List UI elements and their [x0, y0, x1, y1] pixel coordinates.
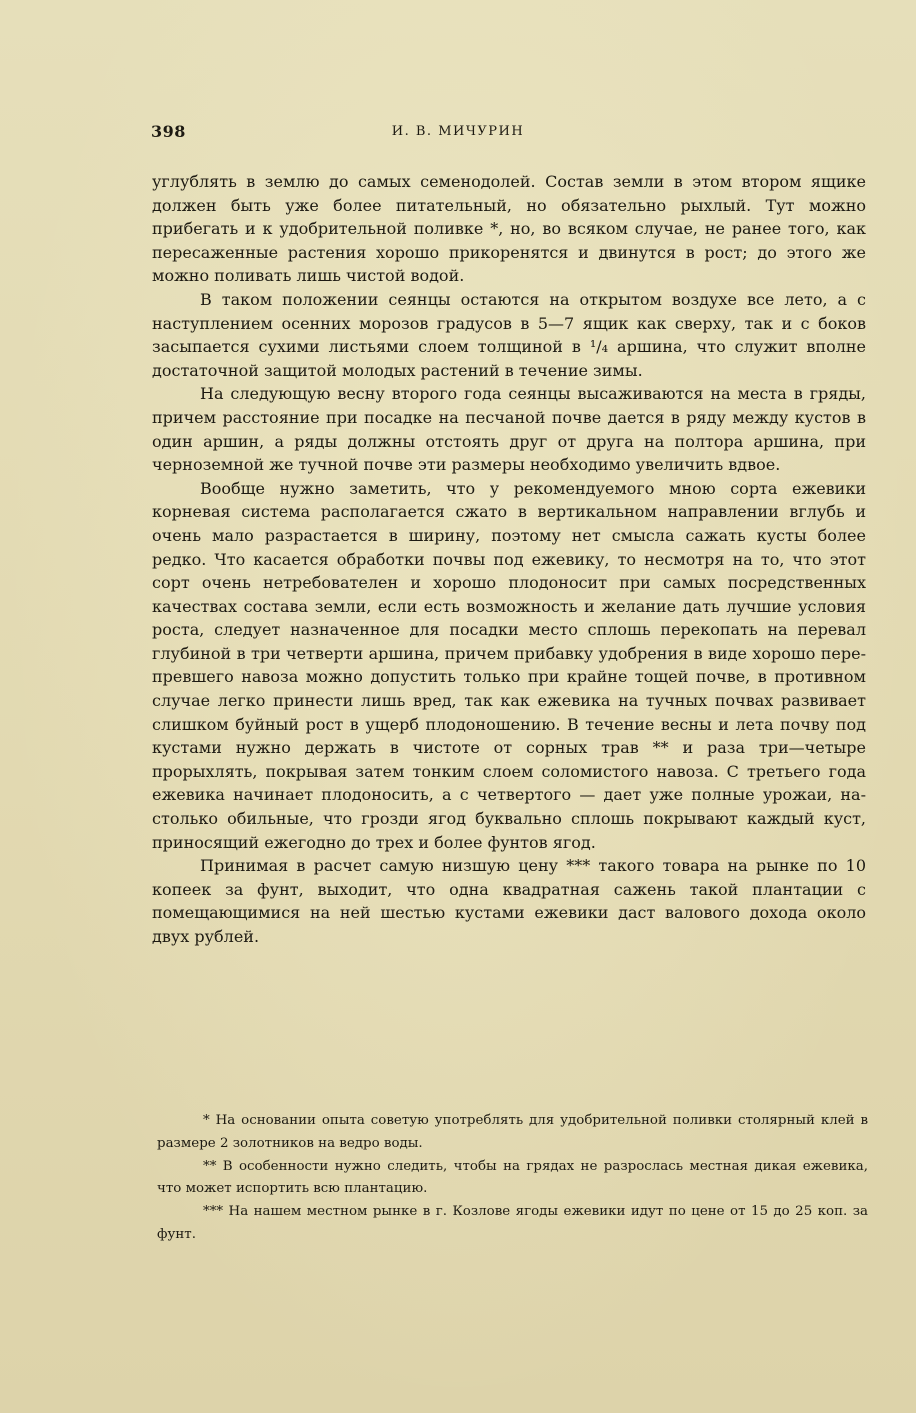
footnotes	[157, 1110, 868, 1247]
footnote: * На основании опыта советую употреблять для удобрительной поливки столярный клей в размере 2 золотников на ведро воды.	[157, 1113, 868, 1151]
paragraph: В таком положении сеянцы остаются на открытом воздухе все лето, а с наступлением осенних морозов градусов в 5—7 ящик как сверху, так и с боков засыпается сухими листьями слоем толщиной в ¹/₄ аршина, что служит вполне достаточной защитой молодых растений в течение зимы.	[152, 289, 866, 380]
footnote: *** На нашем местном рынке в г. Козлове ягоды ежевики идут по цене от 15 до 25 коп. за фунт.	[157, 1204, 868, 1242]
paragraph: Вообще нужно заметить, что у рекомендуемого мною сорта ежевики корневая система располагается сжато в вертикальном направлении вглубь и очень мало разрастается в ширину, поэтому нет смысла сажать кусты более редко. Что касается обработки почвы под ежевику, то несмотря на то, что этот сорт очень нетребователен и хорошо плодоносит при самых посредственных качествах состава земли, если есть возможность и желание дать лучшие условия роста, следует назначенное для посадки место сплошь перекопать на перевал глубиной в три четверти аршина, причем прибавку удобрения в виде хорошо перепревшего навоза можно допустить только при крайне тощей почве, в противном случае легко принести лишь вред, так как ежевика на тучных почвах развивает слишком буйный рост в ущерб плодоношению. В течение весны и лета почву под кустами нужно держать в чистоте от сорных трав ** и раза три—четыре прорыхлять, покрывая затем тонким слоем соломистого навоза. С третьего года ежевика начинает плодоносить, а с четвертого — дает уже полные урожаи, настолько обильные, что грозди ягод буквально сплошь покрывают каждый куст, приносящий ежегодно до трех и более фунтов ягод.	[152, 478, 866, 852]
main-text	[152, 170, 866, 949]
running-title: И. В. МИЧУРИН	[391, 124, 525, 139]
page-number: 398	[151, 122, 186, 141]
paragraph: На следующую весну второго года сеянцы высаживаются на места в гряды, причем расстояние при посадке на песчаной почве дается в ряду между кустов в один аршин, а ряды должны отстоять друг от друга на полтора аршина, при черноземной же тучной почве эти размеры необходимо увеличить вдвое.	[152, 384, 866, 475]
paragraph: Принимая в расчет самую низшую цену *** такого товара на рынке по 10 копеек за фунт, выходит, что одна квадратная сажень такой плантации с помещающимися на ней шестью кустами ежевики даст валового дохода около двух рублей.	[152, 856, 866, 946]
paragraph-continuation: углублять в землю до самых семенодолей. Состав земли в этом втором ящике должен быть уже более питательный, но обязательно рыхлый. Тут можно прибегать и к удобрительной поливке *, но, во всяком случае, не ранее того, как пересаженные растения хорошо прикоренятся и двинутся в рост; до этого же можно поливать лишь чистой водой.	[152, 172, 866, 286]
footnote: ** В особенности нужно следить, чтобы на грядах не разрослась местная дикая ежевика, что может испортить всю плантацию.	[157, 1158, 868, 1197]
